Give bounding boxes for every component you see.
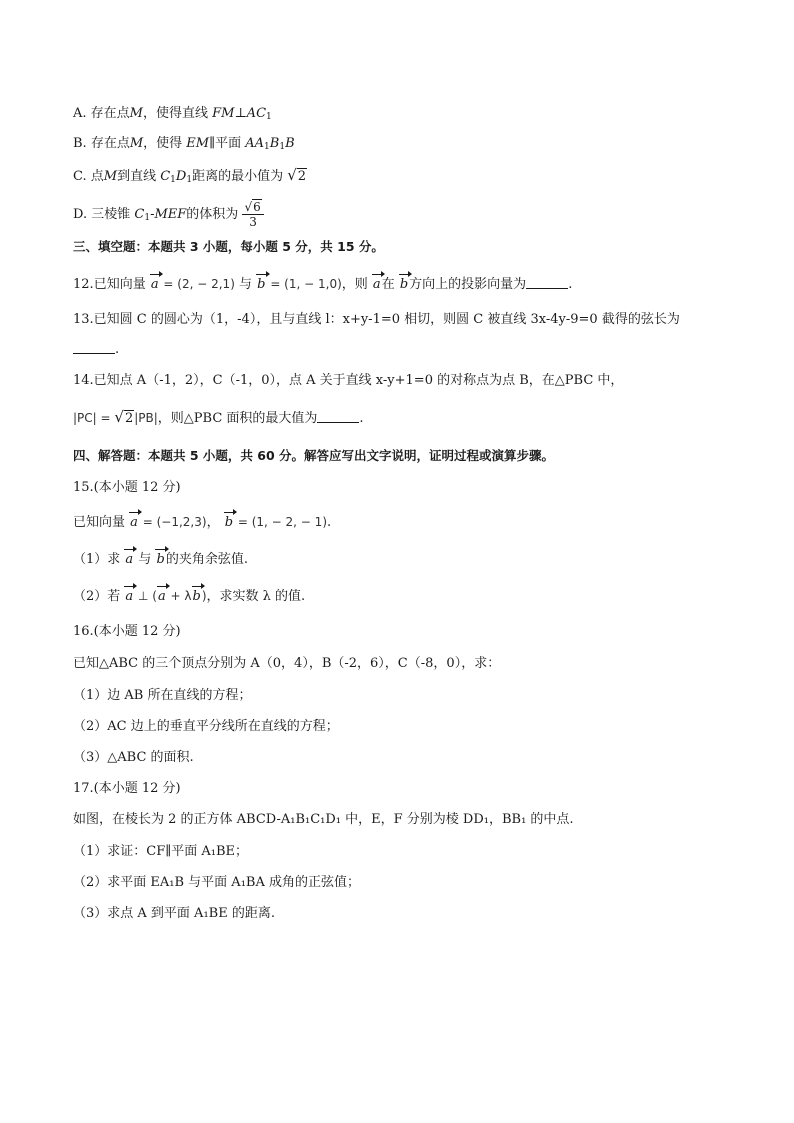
question-15-part1: （1）求 a 与 b的夹角余弦值.	[73, 550, 248, 570]
answer-blank[interactable]	[73, 341, 115, 354]
question-16-part3: （3）△ABC 的面积.	[73, 750, 194, 765]
question-17-part2: （2）求平面 EA₁B 与平面 A₁BA 成角的正弦值；	[73, 875, 360, 890]
vector-b: b	[256, 275, 266, 295]
vector-a: a	[150, 275, 160, 295]
question-17-part1: （1）求证：CF∥平面 A₁BE；	[73, 844, 249, 859]
section-solutions: 四、解答题：本题共 5 小题，共 60 分。解答应写出文字说明，证明过程或演算步骤。	[73, 448, 555, 463]
option-d: D. 三棱锥 $C_1$-MEF的体积为 $\frac{√6}{3}$	[73, 200, 264, 230]
question-16-part1: （1）边 AB 所在直线的方程；	[73, 688, 252, 703]
question-17-header: 17.(本小题 12 分)	[73, 781, 181, 796]
question-14: 14.已知点 A（-1，2），C（-1，0），点 A 关于直线 x-y+1=0 的对称点为点 B，在△PBC 中，	[73, 373, 624, 388]
answer-blank[interactable]	[317, 410, 359, 423]
question-16-stem: 已知△ABC 的三个顶点分别为 A（0，4），B（-2，6），C（-8，0），求：	[73, 656, 501, 671]
option-c: C. 点M到直线 $C_1D_1$距离的最小值为 √2	[73, 166, 307, 185]
sqrt-2: √2	[287, 166, 307, 184]
question-15-stem: 已知向量 a = (−1,2,3)， b = (1, − 2, − 1).	[73, 512, 331, 532]
question-13-cont: .	[73, 340, 119, 360]
section-fill-in: 三、填空题：本题共 3 小题，每小题 5 分，共 15 分。	[73, 239, 384, 254]
question-13: 13.已知圆 C 的圆心为（1，-4），且与直线 l：x+y-1=0 相切，则圆 C 被直线 3x-4y-9=0 截得的弦长为	[73, 312, 680, 327]
question-14-cont: |PC| = √2|PB|，则△PBC 面积的最大值为 .	[73, 408, 364, 426]
question-16-header: 16.(本小题 12 分)	[73, 624, 181, 639]
fraction-sqrt6-over-3: $\frac{√6}{3}$	[242, 200, 263, 229]
answer-blank[interactable]	[526, 276, 568, 289]
question-15-part2: （2）若 a ⊥ (a + λb)，求实数 λ 的值.	[73, 586, 305, 606]
question-16-part2: （2）AC 边上的垂直平分线所在直线的方程；	[73, 719, 339, 734]
question-17-part3: （3）求点 A 到平面 A₁BE 的距离.	[73, 906, 275, 921]
question-12: 12.已知向量 a = (2, − 2,1) 与 b = (1, − 1,0)，则 a在 b方向上的投影向量为 .	[73, 274, 572, 294]
option-a: A. 存在点M，使得直线 $FM\perp AC_1$	[73, 106, 272, 122]
question-17-stem: 如图，在棱长为 2 的正方体 ABCD-A₁B₁C₁D₁ 中，E，F 分别为棱 DD₁，BB₁ 的中点.	[73, 812, 574, 827]
question-15-header: 15.(本小题 12 分)	[73, 480, 181, 495]
option-b: B. 存在点M，使得 EM∥平面 $AA_1B_1B$	[73, 136, 295, 152]
